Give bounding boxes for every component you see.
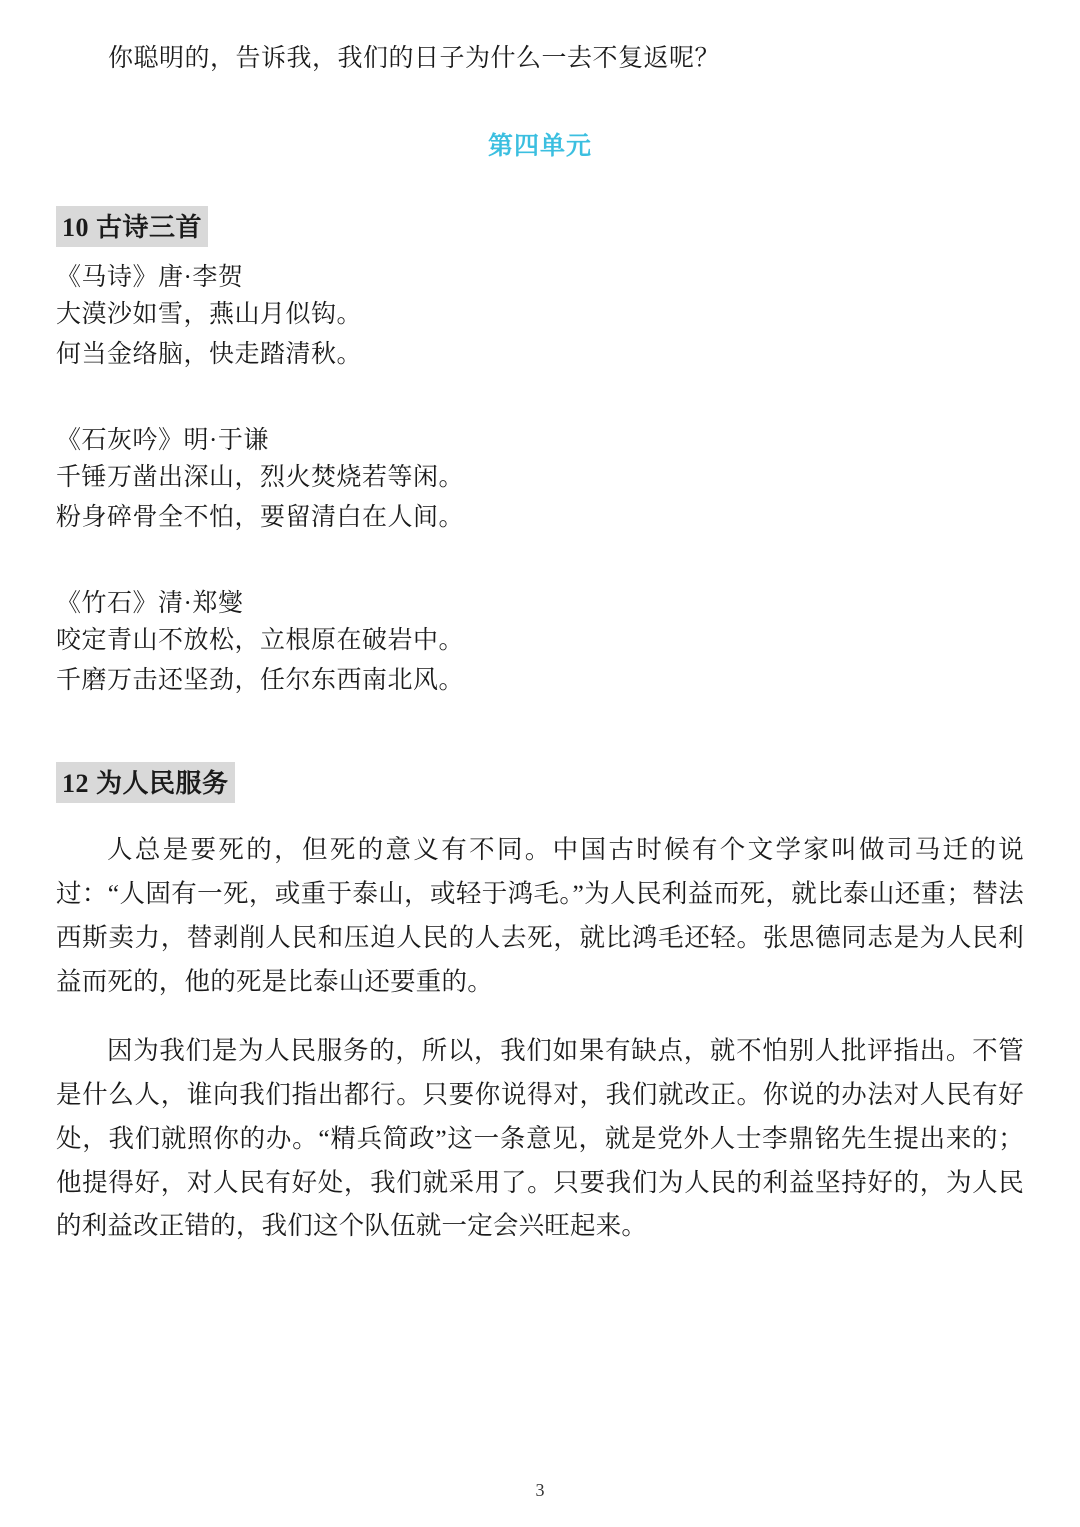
lesson-10-heading-wrap <box>56 184 1024 247</box>
poem-title: 《石灰吟》明·于谦 <box>56 426 269 454</box>
unit-heading: 第四单元 <box>487 132 592 160</box>
poem-block-shi-hui-yin <box>56 420 1024 539</box>
poem-spacer <box>56 539 1024 573</box>
poem-line: 千锤万凿出深山，烈火焚烧若等闲。 <box>56 463 465 491</box>
poem-title: 《马诗》唐·李贺 <box>56 263 244 291</box>
poem-line: 粉身碎骨全不怕，要留清白在人间。 <box>56 504 465 531</box>
lesson-10-title: 10 古诗三首 <box>56 206 208 247</box>
poem-line: 咬定青山不放松，立根原在破岩中。 <box>56 626 465 654</box>
poem-block-zhu-shi <box>56 583 1024 702</box>
poem-line: 何当金络脑，快走踏清秋。 <box>56 341 363 368</box>
page-number: 3 <box>535 1480 545 1500</box>
poem-line: 大漠沙如雪，燕山月似钩。 <box>56 300 363 328</box>
lesson-12-section <box>56 740 1024 1249</box>
poem-block-ma-shi <box>56 257 1024 376</box>
poem-spacer <box>56 376 1024 410</box>
prose-paragraph: 人总是要死的，但死的意义有不同。中国古时候有个文学家叫做司马迁的说过：“人固有一死，或重于泰山，或轻于鸿毛。”为人民利益而死，就比泰山还重；替法西斯卖力，替剥削人民和压迫人民的人去死，就比鸿毛还轻。张思德同志是为人民利益而死的，他的死是比泰山还要重的。 <box>56 835 1024 996</box>
lesson-12-heading-wrap <box>56 740 1024 803</box>
poem-title: 《竹石》清·郑燮 <box>56 589 244 617</box>
poem-line: 千磨万击还坚劲，任尔东西南北风。 <box>56 667 465 694</box>
prose-paragraph: 因为我们是为人民服务的，所以，我们如果有缺点，就不怕别人批评指出。不管是什么人，谁向我们指出都行。只要你说得对，我们就改正。你说的办法对人民有好处，我们就照你的办。“精兵简政”这一条意见，就是党外人士李鼎铭先生提出来的；他提得好，对人民有好处，我们就采用了。只要我们为人民的利益坚持好的，为人民的利益改正错的，我们这个队伍就一定会兴旺起来。 <box>56 1035 1024 1241</box>
continuation-line: 你聪明的，告诉我，我们的日子为什么一去不复返呢？ <box>108 45 721 72</box>
lesson-12-title: 12 为人民服务 <box>56 762 235 803</box>
